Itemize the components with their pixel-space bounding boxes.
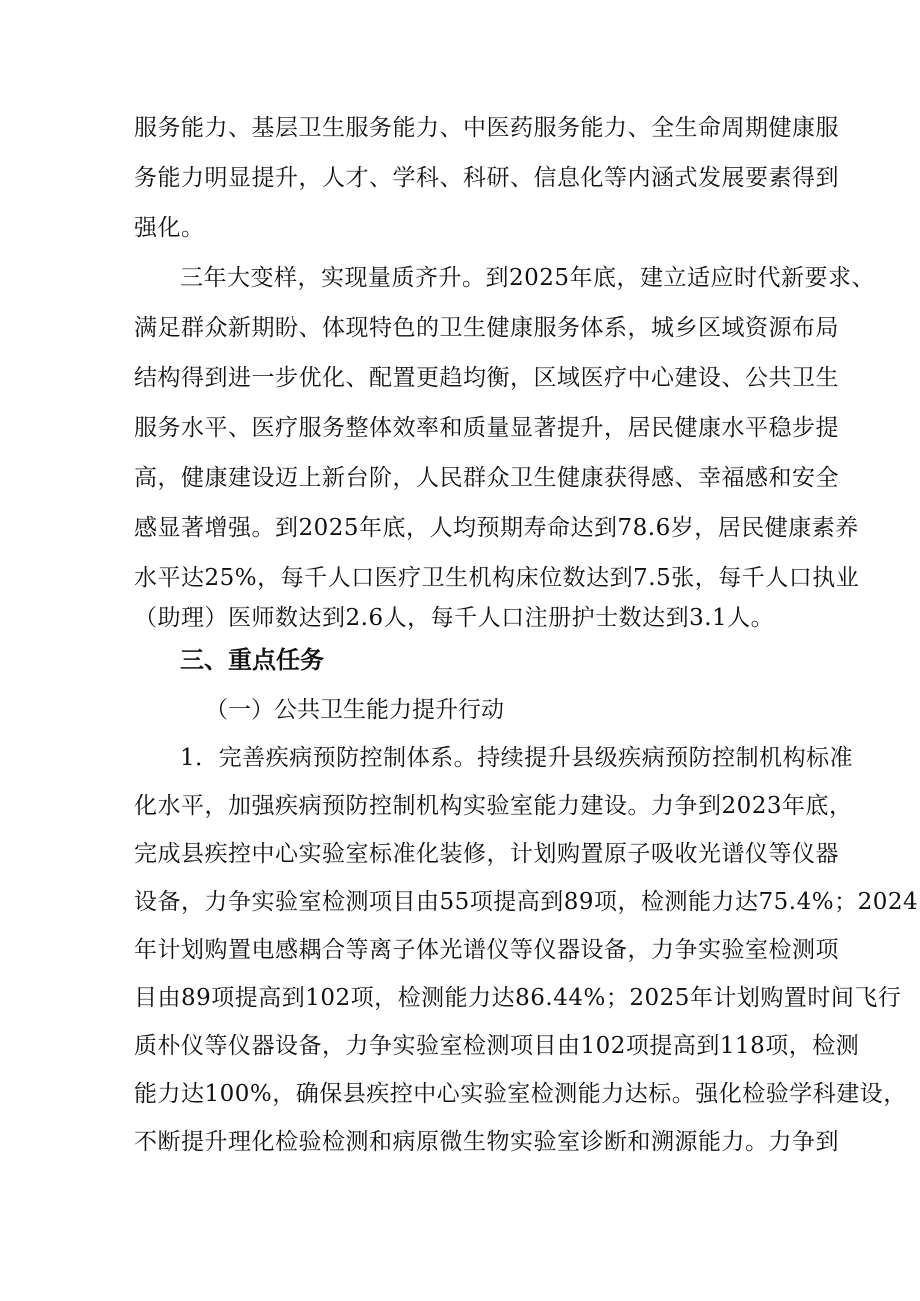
paragraph-3-line-5: 年计划购置电感耦合等离子体光谱仪等仪器设备，力争实验室检测项 (134, 937, 839, 963)
paragraph-3-line-6: 目由89项提高到102项，检测能力达86.44%；2025年计划购置时间飞行 (134, 985, 902, 1011)
paragraph-2-line-6: 感显著增强。到2025年底，人均预期寿命达到78.6岁，居民健康素养 (134, 515, 859, 541)
paragraph-3-line-7: 质朴仪等仪器设备，力争实验室检测项目由102项提高到118项，检测 (134, 1033, 860, 1059)
paragraph-2-line-4: 服务水平、医疗服务整体效率和质量显著提升，居民健康水平稳步提 (134, 415, 839, 441)
paragraph-3-line-4: 设备，力争实验室检测项目由55项提高到89项，检测能力达75.4%；2024 (134, 889, 919, 915)
subsection-heading: （一）公共卫生能力提升行动 (205, 697, 504, 723)
paragraph-3-line-9: 不断提升理化检验检测和病原微生物实验室诊断和溯源能力。力争到 (134, 1129, 839, 1155)
paragraph-2-line-2: 满足群众新期盼、体现特色的卫生健康服务体系，城乡区域资源布局 (134, 315, 839, 341)
paragraph-1-line-3: 强化。 (134, 215, 205, 241)
paragraph-2-line-3: 结构得到进一步优化、配置更趋均衡，区域医疗中心建设、公共卫生 (134, 365, 839, 391)
paragraph-3-line-1: 1．完善疾病预防控制体系。持续提升县级疾病预防控制机构标准 (180, 745, 854, 771)
paragraph-3-line-8: 能力达100%，确保县疾控中心实验室检测能力达标。强化检验学科建设， (134, 1081, 907, 1107)
paragraph-2-line-8: （助理）医师数达到2.6人，每千人口注册护士数达到3.1人。 (134, 605, 775, 631)
paragraph-2-line-7: 水平达25%，每千人口医疗卫生机构床位数达到7.5张，每千人口执业 (134, 565, 860, 591)
paragraph-2-line-1: 三年大变样，实现量质齐升。到2025年底，建立适应时代新要求、 (180, 265, 876, 291)
paragraph-2-line-5: 高，健康建设迈上新台阶，人民群众卫生健康获得感、幸福感和安全 (134, 465, 839, 491)
paragraph-1-line-2: 务能力明显提升，人才、学科、科研、信息化等内涵式发展要素得到 (134, 165, 839, 191)
paragraph-3-line-3: 完成县疾控中心实验室标准化装修，计划购置原子吸收光谱仪等仪器 (134, 841, 839, 867)
section-heading: 三、重点任务 (180, 646, 324, 674)
paragraph-1-line-1: 服务能力、基层卫生服务能力、中医药服务能力、全生命周期健康服 (134, 115, 839, 141)
paragraph-3-line-2: 化水平，加强疾病预防控制机构实验室能力建设。力争到2023年底， (134, 793, 853, 819)
